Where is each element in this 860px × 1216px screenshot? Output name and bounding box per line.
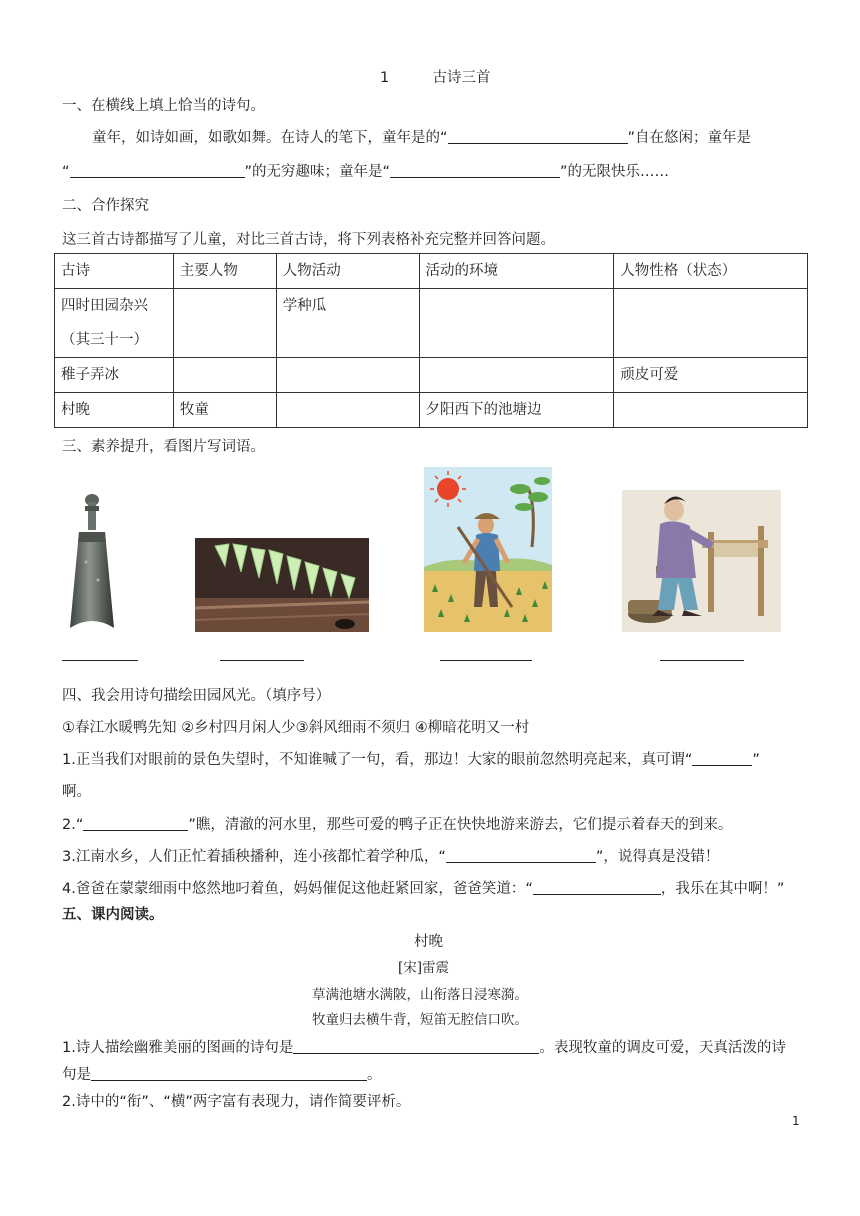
table-cell[interactable] <box>419 358 614 393</box>
table-cell[interactable] <box>614 289 808 358</box>
poem-title: 村晚 <box>414 934 443 950</box>
table-header-cell: 主要人物 <box>173 254 276 289</box>
answer-blank[interactable] <box>83 816 188 831</box>
page-title <box>380 66 490 87</box>
title-text: 古诗三首 <box>432 70 491 86</box>
comparison-table <box>54 253 808 428</box>
table-cell: 夕阳西下的池塘边 <box>419 393 614 428</box>
question-5-1-cont: 句是 。 <box>62 1067 382 1083</box>
bronze-bell-picture <box>64 492 120 632</box>
question-4-3: 3.江南水乡，人们正忙着插秧播种，连小孩都忙着学种瓜，“ ”，说得真是没错！ <box>62 849 720 865</box>
poem-line-2: 牧童归去横牛背，短笛无腔信口吹。 <box>312 1012 528 1028</box>
question-4-1-end: 啊。 <box>62 784 91 800</box>
answer-blank[interactable] <box>448 129 628 144</box>
question-4-1: 1.正当我们对眼前的景色失望时，不知谁喊了一句，看，那边！大家的眼前忽然明亮起来，真可谓“ ” <box>62 752 760 768</box>
table-header-row <box>55 254 808 289</box>
table-header-cell: 人物性格（状态） <box>614 254 808 289</box>
section4-heading: 四、我会用诗句描绘田园风光。（填序号） <box>62 688 331 704</box>
table-cell: 四时田园杂兴 <box>55 289 174 324</box>
table-cell: 稚子弄冰 <box>55 358 174 393</box>
table-cell[interactable] <box>276 323 419 358</box>
table-row <box>55 358 808 393</box>
ice-icicles-picture <box>195 538 369 632</box>
question-5-2: 2.诗中的“衔”、“横”两字富有表现力，请作简要评析。 <box>62 1094 411 1110</box>
poem-author: [宋]雷震 <box>398 960 450 976</box>
woman-weaving-picture <box>622 490 781 632</box>
section2-intro: 这三首古诗都描写了儿童，对比三首古诗，将下列表格补充完整并回答问题。 <box>62 232 555 248</box>
answer-blank[interactable] <box>446 848 596 863</box>
table-cell[interactable] <box>276 358 419 393</box>
section1-line1: 童年，如诗如画，如歌如舞。在诗人的笔下，童年是的“ ”自在悠闲；童年是 <box>92 130 752 146</box>
answer-blank[interactable] <box>390 163 560 178</box>
title-number: 1 <box>380 70 390 86</box>
picture-answer-line-1[interactable] <box>62 660 138 661</box>
table-header-cell: 活动的环境 <box>419 254 614 289</box>
table-cell: （其三十一） <box>55 323 174 358</box>
section1-line2: “ ”的无穷趣味；童年是“ ”的无限快乐…… <box>62 164 670 180</box>
answer-blank[interactable] <box>70 163 245 178</box>
section1-heading: 一、在横线上填上恰当的诗句。 <box>62 98 265 114</box>
table-cell: 顽皮可爱 <box>614 358 808 393</box>
section2-heading: 二、合作探究 <box>62 198 149 214</box>
farmer-in-field-picture <box>424 467 552 632</box>
picture-answer-line-4[interactable] <box>660 660 744 661</box>
page-number: 1 <box>792 1114 800 1128</box>
table-row <box>55 289 808 324</box>
picture-answer-line-2[interactable] <box>220 660 304 661</box>
table-cell[interactable] <box>173 289 276 358</box>
section5-heading: 五、课内阅读。 <box>62 907 164 923</box>
poem-options: ①春江水暖鸭先知 ②乡村四月闲人少③斜风细雨不须归 ④柳暗花明又一村 <box>62 720 530 736</box>
table-cell[interactable] <box>276 393 419 428</box>
table-cell[interactable] <box>173 358 276 393</box>
question-4-4: 4.爸爸在蒙蒙细雨中悠然地叼着鱼，妈妈催促这他赶紧回家，爸爸笑道：“ ，我乐在其中啊！” <box>62 881 785 897</box>
section3-heading: 三、素养提升，看图片写词语。 <box>62 439 265 455</box>
answer-blank[interactable] <box>91 1066 367 1081</box>
table-header-cell: 古诗 <box>55 254 174 289</box>
table-row <box>55 393 808 428</box>
table-cell: 学种瓜 <box>276 289 419 324</box>
answer-blank[interactable] <box>692 751 752 766</box>
table-cell[interactable] <box>419 289 614 358</box>
table-cell: 牧童 <box>173 393 276 428</box>
question-5-1: 1.诗人描绘幽雅美丽的图画的诗句是 。表现牧童的调皮可爱，天真活泼的诗 <box>62 1040 786 1056</box>
picture-answer-line-3[interactable] <box>440 660 532 661</box>
question-4-2: 2.“ ”瞧，清澈的河水里，那些可爱的鸭子正在快快地游来游去，它们提示着春天的到来。 <box>62 817 733 833</box>
table-cell: 村晚 <box>55 393 174 428</box>
answer-blank[interactable] <box>293 1039 539 1054</box>
table-header-cell: 人物活动 <box>276 254 419 289</box>
answer-blank[interactable] <box>533 880 661 895</box>
table-cell[interactable] <box>614 393 808 428</box>
poem-line-1: 草满池塘水满陂，山衔落日浸寒漪。 <box>312 987 528 1003</box>
